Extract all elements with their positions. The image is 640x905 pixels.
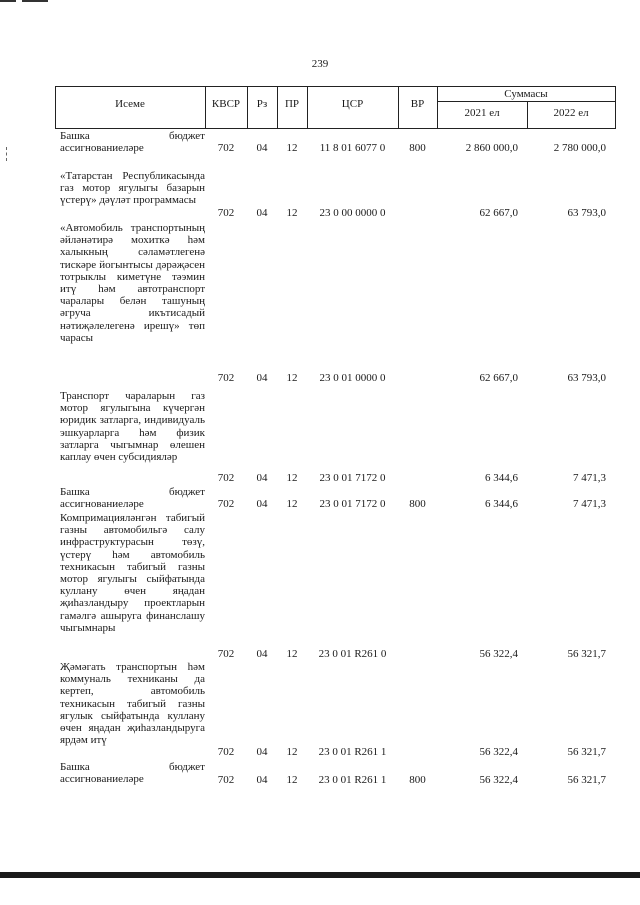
row-csr: 23 0 01 R261 1 [318,746,387,758]
header-csr: ЦСР [341,98,364,110]
row-pr: 12 [286,774,298,786]
row-csr: 11 8 01 6077 0 [319,142,386,154]
row-name: Башка бюджет ассигнованиеләре [60,130,205,155]
row-pr: 12 [286,207,298,219]
row-csr: 23 0 01 R261 0 [318,648,387,660]
scan-mark [22,0,48,2]
row-2022: 56 321,7 [567,746,606,758]
row-rz: 04 [256,372,268,384]
row-vr: 800 [409,498,426,510]
row-rz: 04 [256,207,268,219]
header-rz: Рз [256,98,268,110]
row-kvsr: 702 [217,774,235,786]
row-csr: 23 0 01 7172 0 [319,472,386,484]
row-pr: 12 [286,498,298,510]
header-kvsr: КВСР [211,98,241,110]
sums-divider [437,101,615,102]
row-rz: 04 [256,746,268,758]
row-rz: 04 [256,648,268,660]
row-2021: 62 667,0 [479,207,518,219]
row-pr: 12 [286,746,298,758]
row-2022: 7 471,3 [573,498,606,510]
row-rz: 04 [256,142,268,154]
row-kvsr: 702 [217,142,235,154]
row-kvsr: 702 [217,372,235,384]
row-2022: 56 321,7 [567,774,606,786]
row-kvsr: 702 [217,498,235,510]
row-name: Җәмәгать транспортын һәм коммуналь техниканы да кертеп, автомобиль техникасын табигый газны ягулык сыйфатында куллану өчен яңадан җиһазландыруга ярдәм итү [60,661,205,747]
header-top-rule [55,86,615,87]
row-2022: 63 793,0 [567,372,606,384]
header-name: Исеме [115,98,145,110]
row-pr: 12 [286,648,298,660]
row-2022: 7 471,3 [573,472,606,484]
row-pr: 12 [286,142,298,154]
row-pr: 12 [286,372,298,384]
header-2022: 2022 ел [553,107,589,119]
row-csr: 23 0 01 7172 0 [319,498,386,510]
scan-mark [0,0,16,2]
row-name: «Автомобиль транспортының әйләнәтирә мохиткә һәм халыкның сәламәтлегенә тискәре йогынтысы дәрәҗәсен тотрыклы киметүне тәэмин итү һәм автотранспорт чаралары белән ташуның әгруча икътисадый нәтиҗәлелегенә ирешү» төп чарасы [60,222,205,344]
row-kvsr: 702 [217,746,235,758]
row-2021: 56 322,4 [479,648,518,660]
row-2021: 6 344,6 [485,498,518,510]
row-kvsr: 702 [217,472,235,484]
header-vr: ВР [410,98,425,110]
row-csr: 23 0 00 0000 0 [319,207,386,219]
row-vr: 800 [409,774,426,786]
row-kvsr: 702 [217,648,235,660]
row-2021: 6 344,6 [485,472,518,484]
row-name: Башка бюджет ассигнованиеләре [60,486,205,511]
row-kvsr: 702 [217,207,235,219]
row-2021: 2 860 000,0 [465,142,518,154]
row-2022: 2 780 000,0 [553,142,606,154]
row-name: Компримацияләнгән табигый газны автомобильгә салу инфраструктурасын төзү, үстерү һәм автомобиль техникасын табигый газны мотор ягулыгы сыйфатында куллану өчен яңадан җиһазландыру проектларын гамәлгә ашыруга финанслашу чыгымнары [60,512,205,634]
col-border [615,86,616,129]
row-2021: 56 322,4 [479,746,518,758]
header-2021: 2021 ел [464,107,500,119]
row-name: Башка бюджет ассигнованиеләре [60,761,205,786]
header-bottom-rule [55,128,615,129]
margin-ticks [6,147,8,161]
row-2021: 56 322,4 [479,774,518,786]
row-vr: 800 [409,142,426,154]
row-rz: 04 [256,472,268,484]
row-csr: 23 0 01 R261 1 [318,774,387,786]
row-name: Транспорт чараларын газ мотор ягулыгына күчергән юридик затларга, индивидуаль эшкуарларга һәм физик затларга чыгымнар өлешен каплау өчен субсидияләр [60,390,205,464]
row-name: «Татарстан Республикасында газ мотор ягулыгы базарын үстерү» дәүләт программасы [60,170,205,207]
header-pr: ПР [284,98,300,110]
row-2022: 56 321,7 [567,648,606,660]
row-rz: 04 [256,774,268,786]
row-csr: 23 0 01 0000 0 [319,372,386,384]
scan-bottom-band [0,872,640,878]
row-2021: 62 667,0 [479,372,518,384]
row-pr: 12 [286,472,298,484]
page-number: 239 [311,58,329,70]
row-rz: 04 [256,498,268,510]
row-2022: 63 793,0 [567,207,606,219]
header-sums: Суммасы [504,88,548,100]
